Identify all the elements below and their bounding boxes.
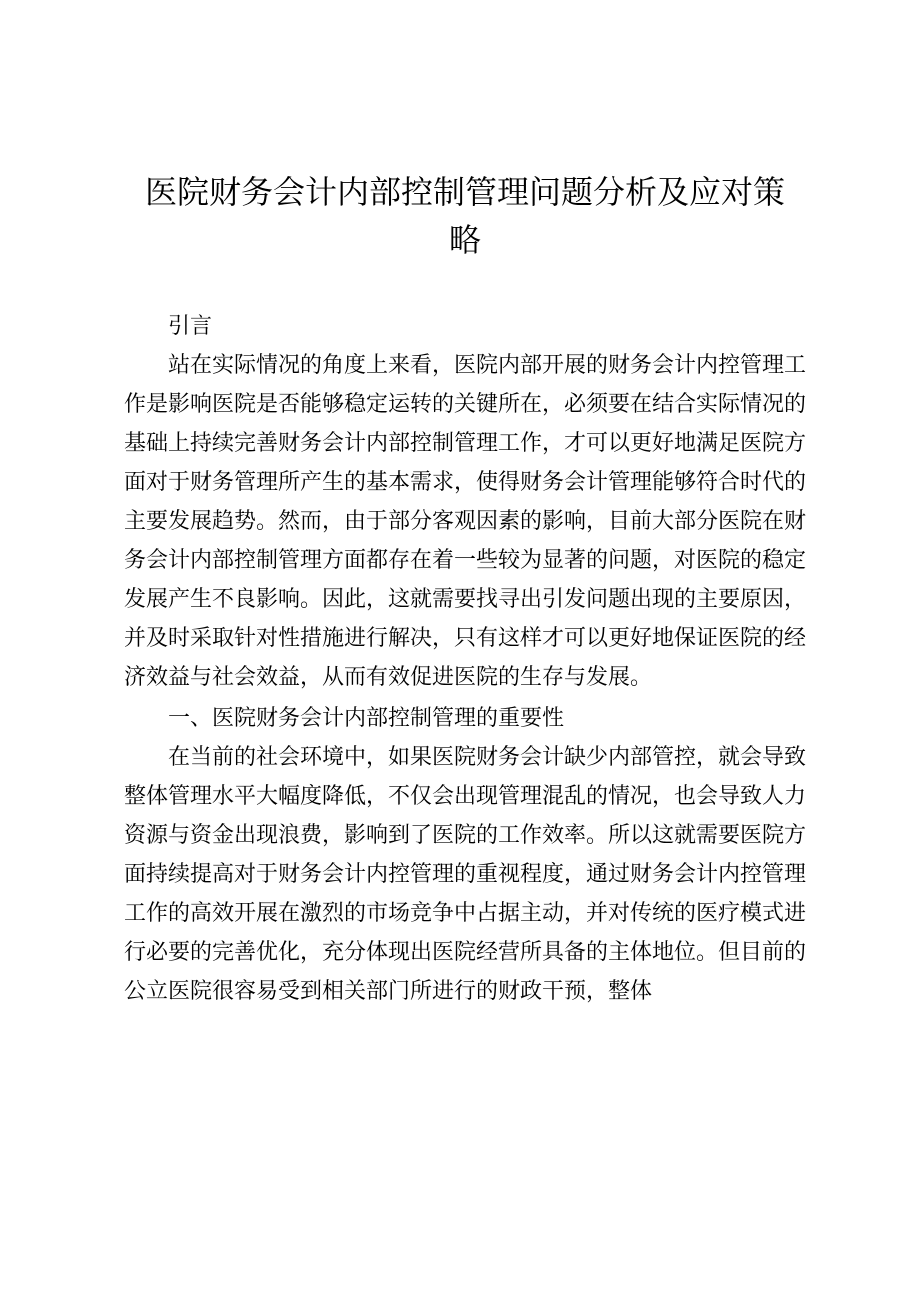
document-title: 医院财务会计内部控制管理问题分析及应对策略: [144, 173, 785, 259]
section-heading: 一、医院财务会计内部控制管理的重要性: [168, 706, 565, 731]
section-paragraph: 在当前的社会环境中，如果医院财务会计缺少内部管控，就会导致整体管理水平大幅度降低，不仅会出现管理混乱的情况，也会导致人力资源与资金出现浪费，影响到了医院的工作效率。所以这就需要医院方面持续提高对于财务会计内控管理的重视程度，通过财务会计内控管理工作的高效开展在激烈的市场竞争中占据主动，并对传统的医疗模式进行必要的完善优化，充分体现出医院经营所具备的主体地位。但目前的公立医院很容易受到相关部门所进行的财政干预，整体: [124, 745, 807, 1004]
intro-paragraph: 站在实际情况的角度上来看，医院内部开展的财务会计内控管理工作是影响医院是否能够稳定运转的关键所在，必须要在结合实际情况的基础上持续完善财务会计内部控制管理工作，才可以更好地满足医院方面对于财务管理所产生的基本需求，使得财务会计管理能够符合时代的主要发展趋势。然而，由于部分客观因素的影响，目前大部分医院在财务会计内部控制管理方面都存在着一些较为显著的问题，对医院的稳定发展产生不良影响。因此，这就需要找寻出引发问题出现的主要原因，并及时采取针对性措施进行解决，只有这样才可以更好地保证医院的经济效益与社会效益，从而有效促进医院的生存与发展。: [124, 353, 807, 690]
intro-label: 引言: [168, 314, 213, 339]
document-body: [124, 307, 806, 1011]
